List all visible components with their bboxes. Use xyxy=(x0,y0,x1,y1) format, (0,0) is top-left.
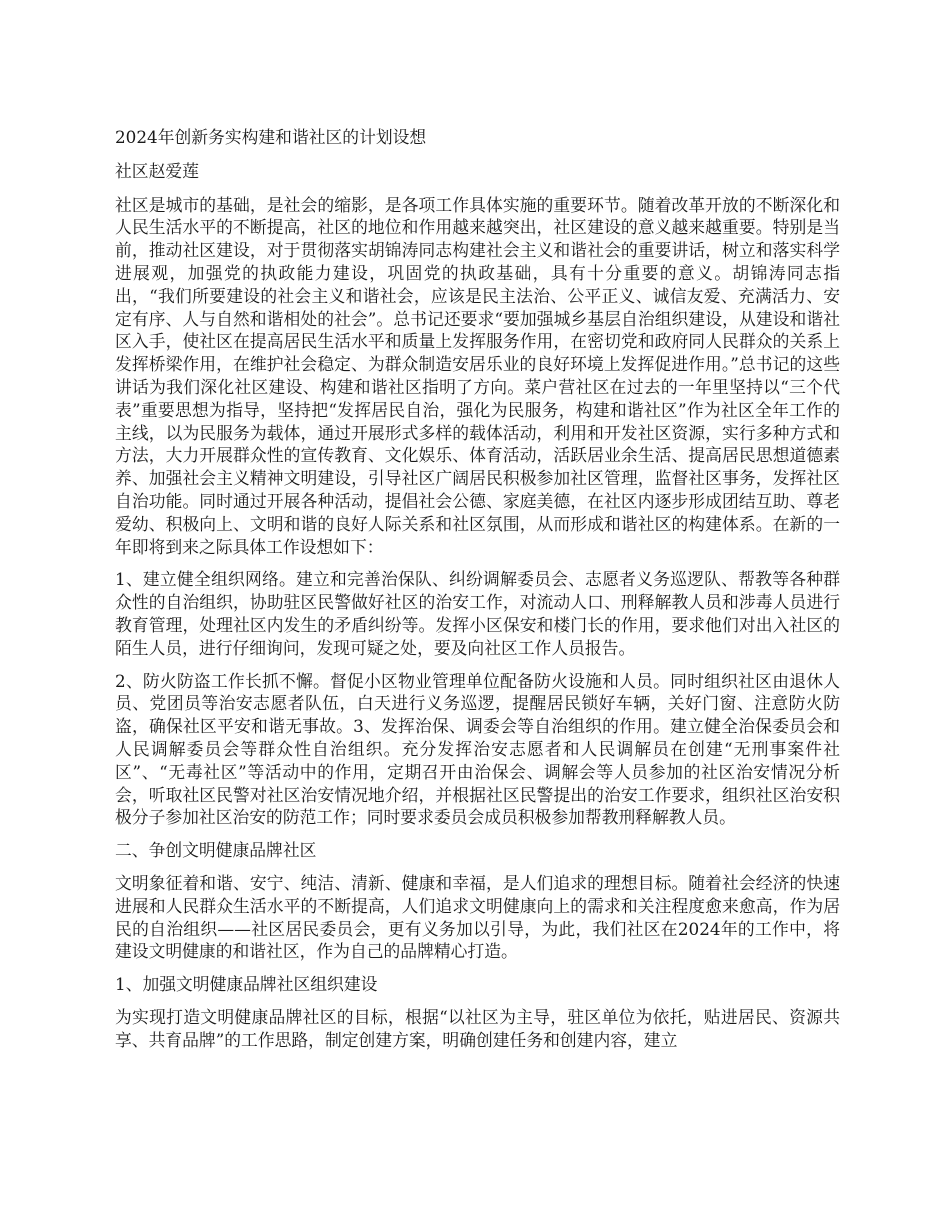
paragraph-subsection-1: 为实现打造文明健康品牌社区的目标，根据“以社区为主导，驻区单位为依托，贴进居民、资源共享、共育品牌”的工作思路，制定创建方案，明确创建任务和创建内容，建立 xyxy=(115,1006,840,1050)
document-body xyxy=(115,126,840,1061)
paragraph-intro: 社区是城市的基础，是社会的缩影，是各项工作具体实施的重要环节。随着改革开放的不断深化和人民生活水平的不断提高，社区的地位和作用越来越突出，社区建设的意义越来越重要。特别是当前，推动社区建设，对于贯彻落实胡锦涛同志构建社会主义和谐社会的重要讲话，树立和落实科学进展观，加强党的执政能力建设，巩固党的执政基础，具有十分重要的意义。胡锦涛同志指出，“我们所要建设的社会主义和谐社会，应该是民主法治、公平正义、诚信友爱、充满活力、安定有序、人与自然和谐相处的社会”。总书记还要求“要加强城乡基层自治组织建设，从建设和谐社区入手，使社区在提高居民生活水平和质量上发挥服务作用，在密切党和政府同人民群众的关系上发挥桥梁作用，在维护社会稳定、为群众制造安居乐业的良好环境上发挥促进作用。”总书记的这些讲话为我们深化社区建设、构建和谐社区指明了方向。菜户营社区在过去的一年里坚持以“三个代表”重要思想为指导，坚持把“发挥居民自治，强化为民服务，构建和谐社区”作为社区全年工作的主线，以为民服务为载体，通过开展形式多样的载体活动，利用和开发社区资源，实行多种方式和方法，大力开展群众性的宣传教育、文化娱乐、体育活动，活跃居业余生活、提高居民思想道德素养、加强社会主义精神文明建设，引导社区广阔居民积极参加社区管理，监督社区事务，发挥社区自治功能。同时通过开展各种活动，提倡社会公德、家庭美德，在社区内逐步形成团结互助、尊老爱幼、积极向上、文明和谐的良好人际关系和社区氛围，从而形成和谐社区的构建体系。在新的一年即将到来之际具体工作设想如下： xyxy=(115,194,840,557)
document-title: 2024年创新务实构建和谐社区的计划设想 xyxy=(115,127,427,147)
document-author: 社区赵爱莲 xyxy=(115,160,199,181)
subsection-heading-1: 1、加强文明健康品牌社区组织建设 xyxy=(115,974,378,995)
section-heading-2: 二、争创文明健康品牌社区 xyxy=(115,840,317,861)
paragraph-section-2-intro: 文明象征着和谐、安宁、纯洁、清新、健康和幸福，是人们追求的理想目标。随着社会经济的快速进展和人民群众生活水平的不断提高，人们追求文明健康向上的需求和关注程度愈来愈高，作为居民的自治组织——社区居民委员会，更有义务加以引导，为此，我们社区在2024年的工作中，将建设文明健康的和谐社区，作为自己的品牌精心打造。 xyxy=(115,872,840,962)
paragraph-item-2: 2、防火防盗工作长抓不懈。督促小区物业管理单位配备防火设施和人员。同时组织社区由退休人员、党团员等治安志愿者队伍，白天进行义务巡逻，提醒居民锁好车辆，关好门窗、注意防火防盗，确保社区平安和谐无事故。3、发挥治保、调委会等自治组织的作用。建立健全治保委员会和人民调解委员会等群众性自治组织。充分发挥治安志愿者和人民调解员在创建“无刑事案件社区”、“无毒社区”等活动中的作用，定期召开由治保会、调解会等人员参加的社区治安情况分析会，听取社区民警对社区治安情况地介绍，并根据社区民警提出的治安工作要求，组织社区治安积极分子参加社区治安的防范工作；同时要求委员会成员积极参加帮教刑释解教人员。 xyxy=(115,670,840,828)
paragraph-item-1: 1、建立健全组织网络。建立和完善治保队、纠纷调解委员会、志愿者义务巡逻队、帮教等各种群众性的自治组织，协助驻区民警做好社区的治安工作，对流动人口、刑释解教人员和涉毒人员进行教育管理，处理社区内发生的矛盾纠纷等。发挥小区保安和楼门长的作用，要求他们对出入社区的陌生人员，进行仔细询问，发现可疑之处，要及向社区工作人员报告。 xyxy=(115,569,840,658)
